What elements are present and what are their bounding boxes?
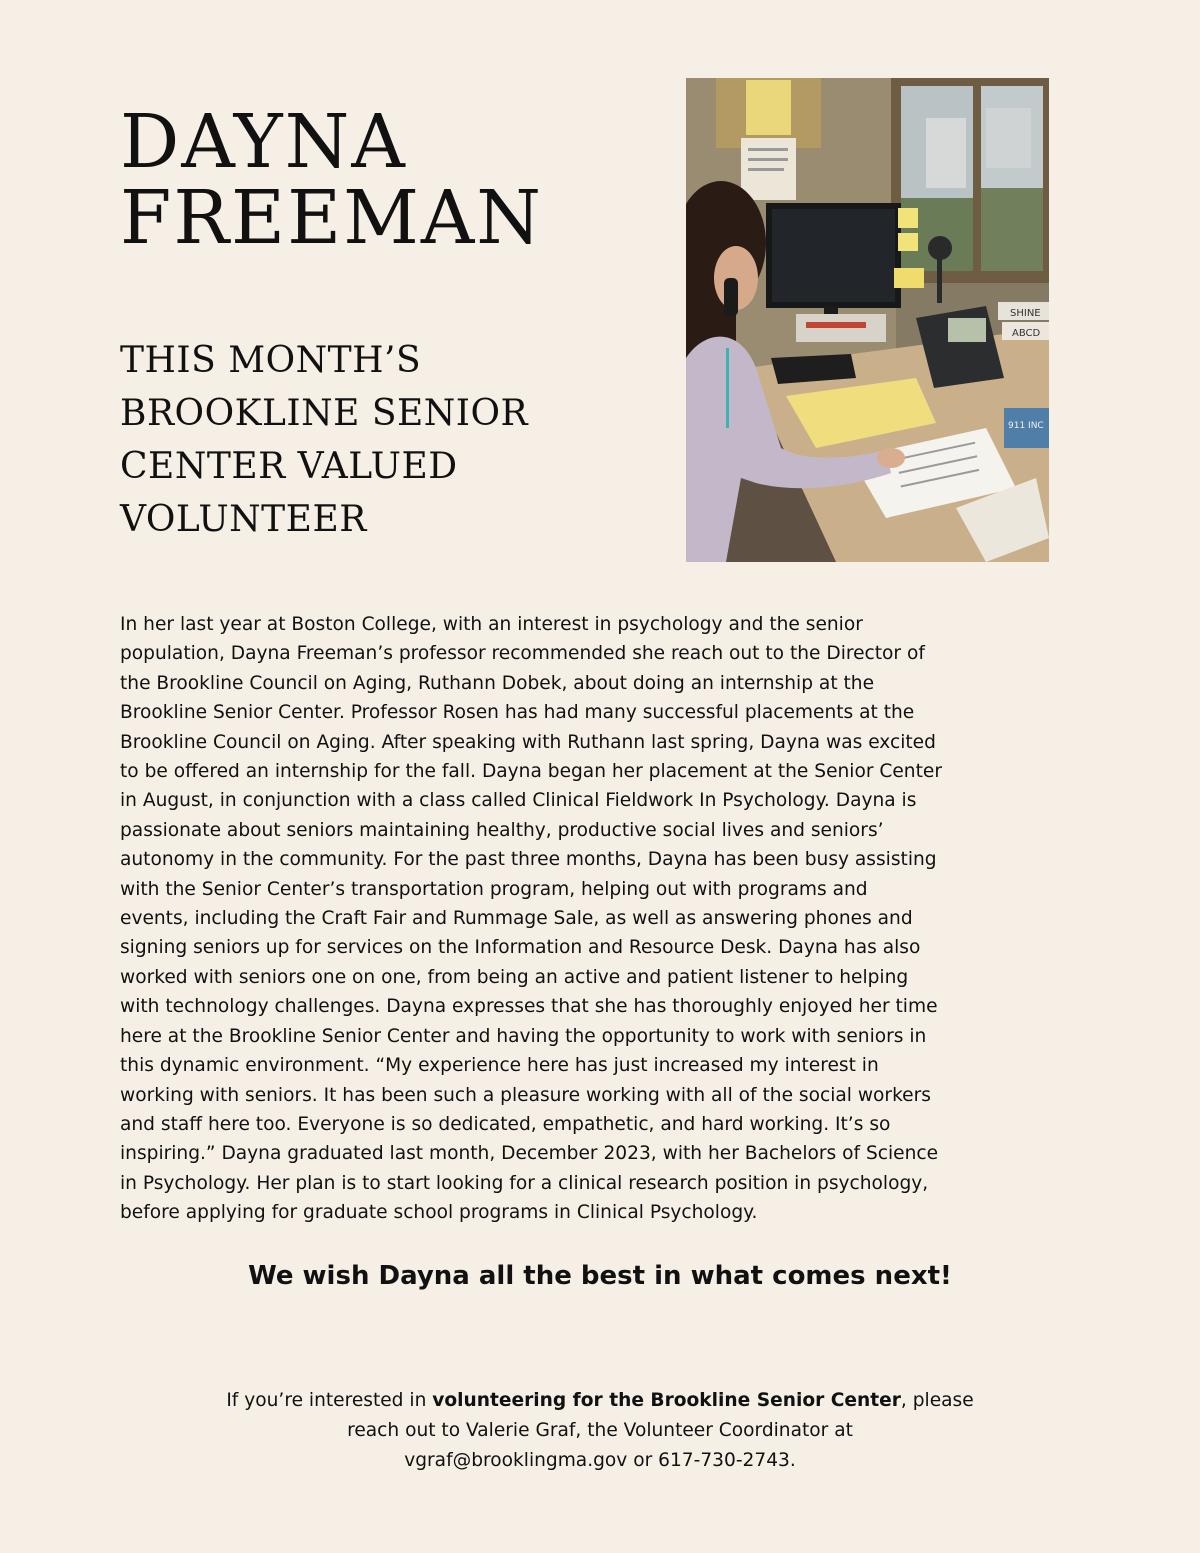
contact-after-highlight: , please (900, 1390, 974, 1411)
story-line: Brookline Senior Center. Professor Rosen has had many successful placements at the (120, 702, 915, 724)
desk-label-shine: SHINE (1010, 308, 1041, 319)
desk-label-911: 911 INC (1008, 421, 1044, 431)
story-line: the Brookline Council on Aging, Ruthann Dobek, about doing an internship at the (120, 672, 875, 694)
story-line: signing seniors up for services on the Information and Resource Desk. Dayna has also (120, 937, 921, 959)
subtitle-line-4: VOLUNTEER (120, 499, 367, 540)
story-line: with the Senior Center’s transportation program, helping out with programs and (120, 878, 868, 900)
story-line: working with seniors. It has been such a pleasure working with all of the social workers (120, 1084, 931, 1106)
name-line-2: FREEMAN (120, 175, 544, 261)
subtitle-line-2: BROOKLINE SENIOR (120, 393, 529, 434)
story-line: in August, in conjunction with a class called Clinical Fieldwork In Psychology. Dayna is (120, 790, 917, 812)
story-line: before applying for graduate school programs in Clinical Psychology. (120, 1202, 758, 1224)
volunteer-name (120, 99, 680, 261)
story-line: Brookline Council on Aging. After speaking with Ruthann last spring, Dayna was excited (120, 731, 936, 753)
contact-highlight: volunteering for the Brookline Senior Center (432, 1390, 901, 1411)
contact-intro: If you’re interested in (226, 1390, 433, 1411)
name-line-1: DAYNA (120, 99, 407, 185)
story-line: inspiring.” Dayna graduated last month, December 2023, with her Bachelors of Science (120, 1143, 939, 1165)
story-line: passionate about seniors maintaining healthy, productive social lives and seniors’ (120, 819, 884, 841)
contact-line-2: reach out to Valerie Graf, the Volunteer Coordinator at (347, 1420, 853, 1441)
contact-line-3: vgraf@brooklingma.gov or 617-730-2743. (404, 1450, 796, 1471)
story-line: autonomy in the community. For the past three months, Dayna has been busy assisting (120, 849, 937, 871)
story-line: and staff here too. Everyone is so dedicated, empathetic, and hard working. It’s so (120, 1113, 891, 1135)
desk-label-abcd: ABCD (1012, 328, 1041, 339)
story-line: here at the Brookline Senior Center and having the opportunity to work with seniors in (120, 1025, 927, 1047)
subtitle-line-1: THIS MONTH’S (120, 340, 422, 381)
page-subtitle (120, 334, 640, 546)
volunteer-story (120, 610, 1088, 1228)
story-line: In her last year at Boston College, with an interest in psychology and the senior (120, 614, 863, 635)
closing-message: We wish Dayna all the best in what comes next! (248, 1261, 952, 1291)
story-line: to be offered an internship for the fall. Dayna began her placement at the Senior Center (120, 761, 942, 783)
contact-line-1 (0, 1386, 1200, 1416)
story-line: with technology challenges. Dayna expresses that she has thoroughly enjoyed her time (120, 996, 938, 1018)
subtitle-line-3: CENTER VALUED (120, 446, 458, 487)
story-line: in Psychology. Her plan is to start looking for a clinical research position in psychology, (120, 1172, 929, 1194)
volunteer-photo (686, 78, 1049, 562)
story-line: events, including the Craft Fair and Rummage Sale, as well as answering phones and (120, 908, 913, 930)
volunteer-contact-info (0, 1386, 1200, 1476)
story-line: this dynamic environment. “My experience here has just increased my interest in (120, 1055, 879, 1077)
story-line: worked with seniors one on one, from being an active and patient listener to helping (120, 966, 909, 988)
story-line: population, Dayna Freeman’s professor recommended she reach out to the Director of (120, 643, 925, 665)
